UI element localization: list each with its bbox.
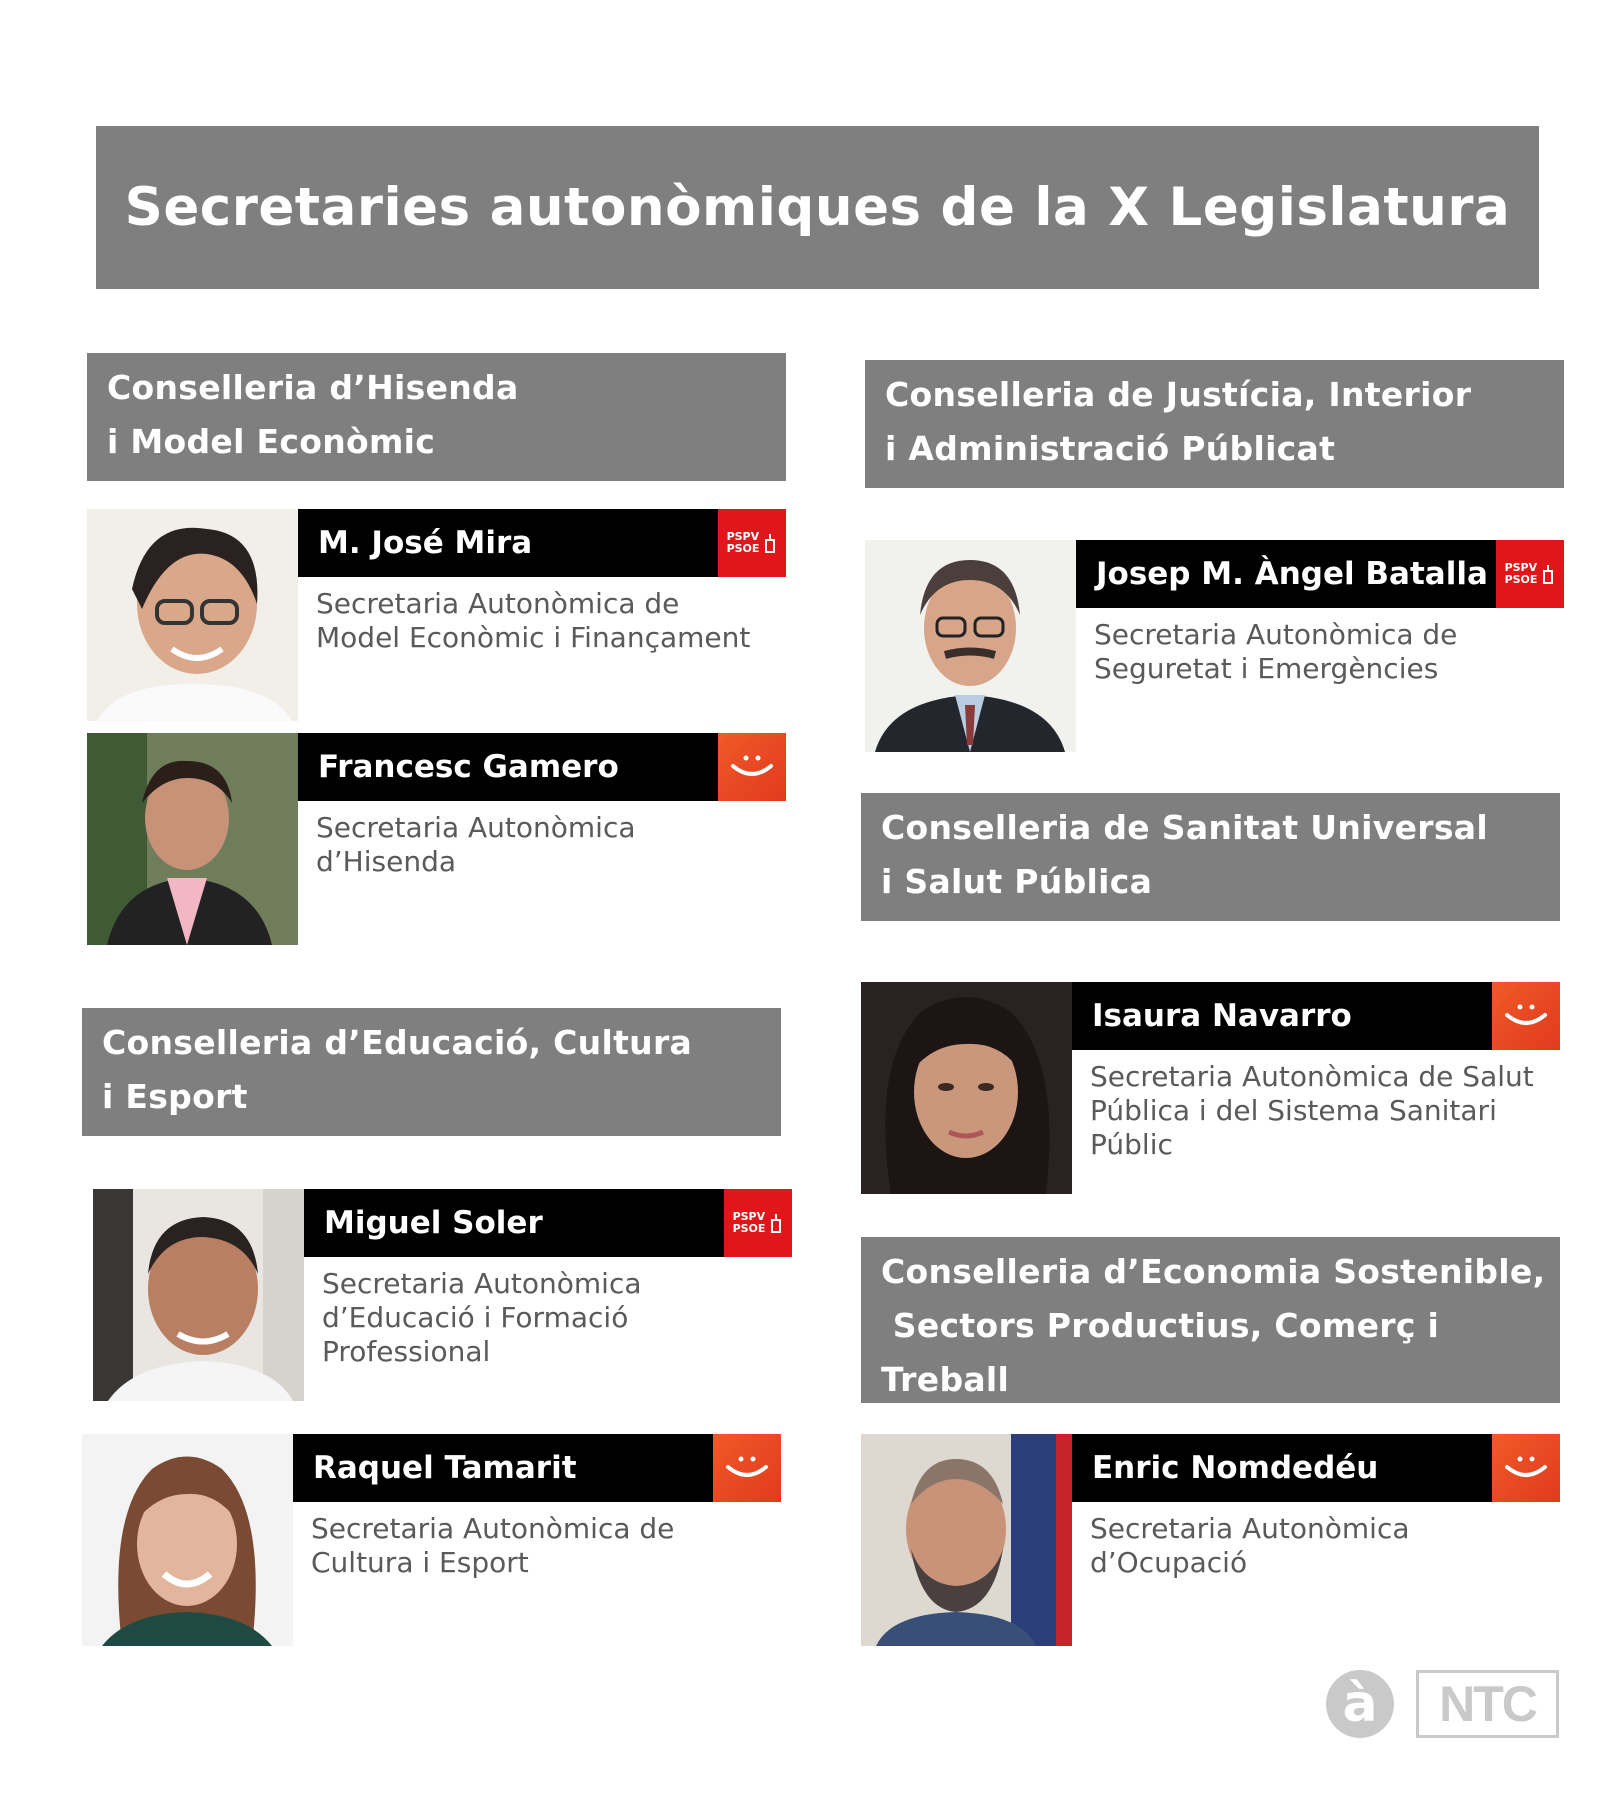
person-name: Miguel Soler xyxy=(304,1189,792,1257)
department-educacio xyxy=(82,1008,781,1136)
department-justicia xyxy=(865,360,1564,488)
department-line: i Esport xyxy=(102,1077,248,1116)
department-hisenda xyxy=(87,353,786,481)
person-role: Secretaria Autonòmica de Salut Pública i del Sistema Sanitari Públic xyxy=(1090,1060,1534,1161)
person-name: Josep M. Àngel Batalla xyxy=(1076,540,1564,608)
person-role: Secretaria Autonòmica de Cultura i Esport xyxy=(311,1512,675,1579)
department-line: Sectors Productius, Comerç i xyxy=(881,1306,1440,1345)
person-role: Secretaria Autonòmica d’Ocupació xyxy=(1090,1512,1410,1579)
department-line: Conselleria d’Economia Sostenible, xyxy=(881,1252,1546,1291)
person-role: Secretaria Autonòmica d’Hisenda xyxy=(316,811,636,878)
ntc-brand-logo: NTC xyxy=(1416,1670,1559,1738)
pspv-psoe-logo: PSPV PSOE xyxy=(718,509,786,577)
department-line: i Salut Pública xyxy=(881,862,1153,901)
portrait-photo xyxy=(861,982,1072,1194)
person-card xyxy=(87,733,786,945)
portrait-photo xyxy=(865,540,1076,752)
person-name: Francesc Gamero xyxy=(298,733,786,801)
department-line: Conselleria de Justícia, Interior xyxy=(885,375,1472,414)
person-name: M. José Mira xyxy=(298,509,786,577)
person-card xyxy=(82,1434,781,1646)
person-role: Secretaria Autonòmica de Seguretat i Emergències xyxy=(1094,618,1458,685)
person-role: Secretaria Autonòmica de Model Econòmic i Finançament xyxy=(316,587,751,654)
department-line: Conselleria d’Hisenda xyxy=(107,368,519,407)
compromis-smile-logo xyxy=(1492,982,1560,1050)
portrait-photo xyxy=(93,1189,304,1401)
person-card xyxy=(87,509,786,721)
department-line: i Administració Públicat xyxy=(885,429,1336,468)
portrait-photo xyxy=(82,1434,293,1646)
department-line: Conselleria de Sanitat Universal xyxy=(881,808,1488,847)
person-name: Raquel Tamarit xyxy=(293,1434,781,1502)
person-card xyxy=(861,982,1560,1194)
pspv-psoe-logo: PSPV PSOE xyxy=(724,1189,792,1257)
department-line: Treball xyxy=(881,1360,1010,1399)
department-economia xyxy=(861,1237,1560,1403)
portrait-photo xyxy=(87,733,298,945)
person-role: Secretaria Autonòmica d’Educació i Formació Professional xyxy=(322,1267,642,1368)
compromis-smile-logo xyxy=(718,733,786,801)
person-card xyxy=(93,1189,792,1401)
person-name: Isaura Navarro xyxy=(1072,982,1560,1050)
page-title: Secretaries autonòmiques de la X Legislatura xyxy=(96,126,1539,289)
department-line: i Model Econòmic xyxy=(107,422,436,461)
portrait-photo xyxy=(87,509,298,721)
person-card xyxy=(861,1434,1560,1646)
portrait-photo xyxy=(861,1434,1072,1646)
pspv-psoe-logo: PSPV PSOE xyxy=(1496,540,1564,608)
person-name: Enric Nomdedéu xyxy=(1072,1434,1560,1502)
a-brand-logo: à xyxy=(1326,1670,1394,1738)
person-card xyxy=(865,540,1564,752)
compromis-smile-logo xyxy=(713,1434,781,1502)
compromis-smile-logo xyxy=(1492,1434,1560,1502)
department-line: Conselleria d’Educació, Cultura xyxy=(102,1023,693,1062)
department-sanitat xyxy=(861,793,1560,921)
